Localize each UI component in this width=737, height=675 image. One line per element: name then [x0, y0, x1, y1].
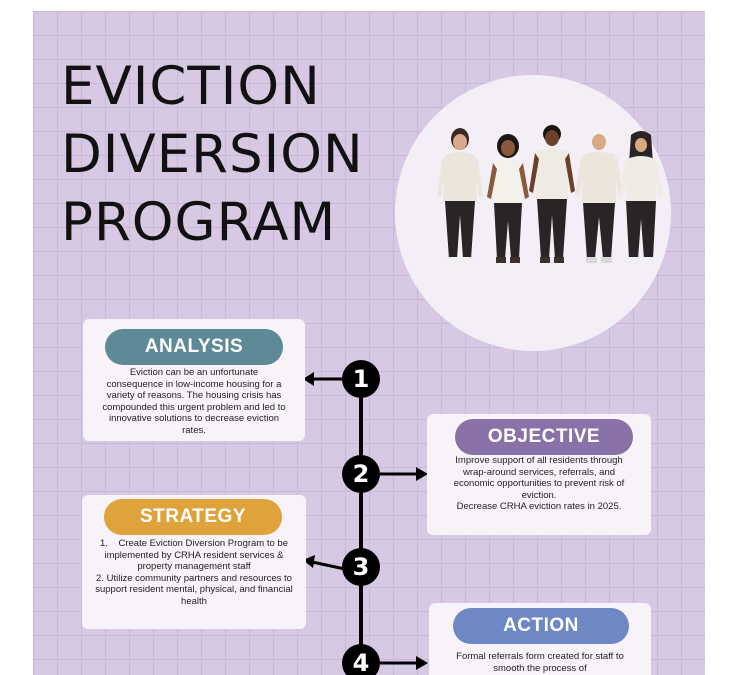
action-heading: ACTION	[453, 608, 629, 644]
action-card	[429, 603, 651, 675]
title-line-2: DIVERSION	[61, 124, 364, 185]
strategy-item-number: 1.	[100, 538, 108, 549]
title-line-1: EVICTION	[61, 56, 321, 117]
strategy-item	[92, 573, 296, 608]
page-title	[61, 53, 364, 257]
objective-heading: OBJECTIVE	[455, 419, 633, 455]
person-icon	[529, 121, 575, 267]
title-line-3: PROGRAM	[61, 192, 337, 253]
step-4-marker: 4	[342, 644, 380, 675]
step-2-marker: 2	[342, 455, 380, 493]
analysis-heading: ANALYSIS	[105, 329, 283, 365]
strategy-item-text: Create Eviction Diversion Program to be implemented by CRHA resident services & property management staff	[104, 538, 288, 573]
arrow-left-icon	[303, 555, 345, 575]
person-icon	[487, 133, 529, 267]
poster	[33, 11, 705, 675]
person-icon	[437, 125, 483, 267]
strategy-heading: STRATEGY	[104, 499, 282, 535]
person-icon	[619, 129, 663, 267]
strategy-item-number: 2.	[96, 572, 104, 584]
strategy-list	[92, 538, 296, 608]
strategy-text	[92, 538, 296, 608]
objective-body: Improve support of all residents through wrap-around services, referrals, and economic opportunities to prevent risk of eviction.	[453, 455, 625, 501]
action-text	[447, 651, 633, 674]
person-icon	[575, 125, 623, 267]
timeline-line	[359, 376, 363, 675]
action-body: Formal referrals form created for staff to smooth the process of	[456, 651, 624, 674]
strategy-card	[82, 495, 306, 629]
step-1-marker: 1	[342, 360, 380, 398]
step-3-marker: 3	[342, 548, 380, 586]
analysis-card	[83, 319, 305, 441]
analysis-body: Eviction can be an unfortunate consequence in low-income housing for a variety of reasons. The housing crisis has compounded this urgent problem and led to innovative solutions to decrease eviction rates.	[102, 367, 286, 436]
arrow-right-icon	[380, 655, 428, 671]
people-illustration-circle	[395, 75, 671, 351]
strategy-item	[92, 538, 296, 573]
analysis-text	[101, 367, 287, 437]
strategy-item-text: Utilize community partners and resources to support resident mental, physical, and financial health	[95, 572, 293, 607]
arrow-left-icon	[303, 371, 343, 387]
objective-goal: Decrease CRHA eviction rates in 2025.	[456, 501, 622, 513]
objective-text	[445, 455, 633, 513]
objective-card	[427, 414, 651, 535]
arrow-right-icon	[380, 466, 428, 482]
